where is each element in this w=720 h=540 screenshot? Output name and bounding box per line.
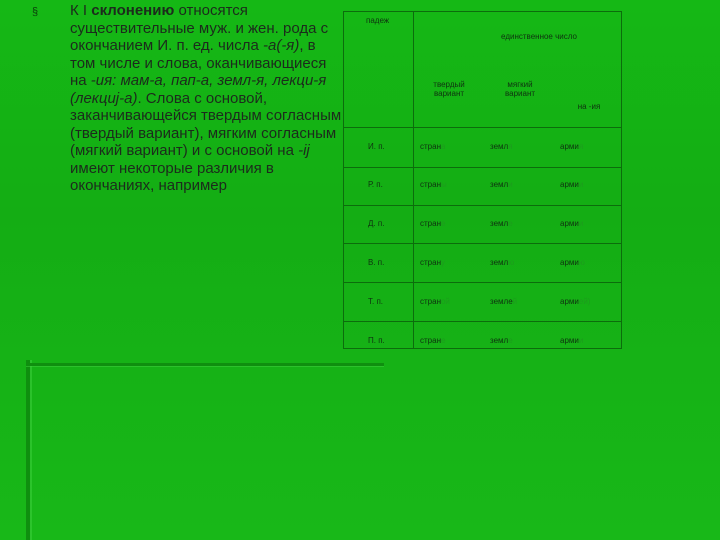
- header-iya-variant: на -ия: [577, 102, 601, 111]
- word-soft: [490, 219, 513, 228]
- word-iya: [560, 142, 583, 151]
- word-stem: земле: [490, 297, 513, 306]
- row-case-label: Р. п.: [368, 180, 383, 189]
- table-row-divider: [344, 243, 621, 244]
- word-hard: [420, 297, 450, 306]
- word-iya: [560, 297, 590, 306]
- word-stem: стран: [420, 297, 441, 306]
- word-ending: ой: [440, 297, 450, 306]
- word-soft: [490, 258, 514, 267]
- word-stem: арми: [560, 258, 579, 267]
- word-stem: земл: [490, 258, 509, 267]
- word-stem: арми: [560, 180, 579, 189]
- word-iya: [560, 219, 583, 228]
- table-col-divider: [413, 12, 414, 348]
- table-row-divider: [344, 205, 621, 206]
- para-text-9: имеют некоторые различия в окончаниях, например: [70, 159, 274, 194]
- word-ending: й: [512, 297, 518, 306]
- word-ending: ей): [578, 297, 591, 306]
- word-ending: ю: [508, 258, 515, 267]
- word-ending: а: [440, 142, 446, 151]
- word-ending: и: [578, 180, 584, 189]
- word-stem: арми: [560, 219, 579, 228]
- header-hard-variant: твердый вариант: [433, 80, 465, 98]
- word-iya: [560, 258, 585, 267]
- word-stem: земл: [490, 219, 509, 228]
- para-text-1: К I: [70, 2, 92, 19]
- word-ending: е: [440, 219, 446, 228]
- word-stem: стран: [420, 336, 441, 345]
- word-stem: стран: [420, 180, 441, 189]
- word-iya: [560, 336, 583, 345]
- word-ending: е: [508, 336, 513, 345]
- word-hard: [420, 142, 445, 151]
- word-stem: стран: [420, 219, 441, 228]
- word-stem: арми: [560, 336, 579, 345]
- para-italic-examples: -ия: мам-а, пап-а, земл-я, лекци-я (лекциj-а): [70, 72, 327, 107]
- table-row-divider: [344, 127, 621, 128]
- word-ending: е: [508, 219, 513, 228]
- word-stem: земл: [490, 336, 509, 345]
- row-case-label: Д. п.: [368, 219, 385, 228]
- para-italic-ij: -ij: [298, 142, 310, 159]
- table-row-divider: [344, 282, 621, 283]
- word-ending: я: [578, 142, 584, 151]
- word-ending: и: [578, 219, 584, 228]
- word-soft: [490, 142, 513, 151]
- row-case-label: П. п.: [368, 336, 385, 345]
- header-case: падеж: [366, 16, 390, 25]
- row-case-label: Т. п.: [368, 297, 383, 306]
- word-ending: и: [578, 336, 584, 345]
- word-hard: [420, 258, 445, 267]
- para-italic-ending: -а(-я): [262, 37, 300, 54]
- para-bold-term: склонению: [91, 2, 175, 19]
- word-stem: арми: [560, 297, 579, 306]
- word-hard: [420, 219, 445, 228]
- header-soft-variant: мягкий вариант: [504, 80, 536, 98]
- table-row-divider: [344, 321, 621, 322]
- body-paragraph: [70, 2, 342, 195]
- word-hard: [420, 336, 445, 345]
- word-stem: стран: [420, 258, 441, 267]
- word-ending: ы: [440, 180, 447, 189]
- word-iya: [560, 180, 583, 189]
- word-stem: стран: [420, 142, 441, 151]
- word-hard: [420, 180, 447, 189]
- word-soft: [490, 180, 513, 189]
- table-row-divider: [344, 167, 621, 168]
- row-case-label: В. п.: [368, 258, 385, 267]
- word-soft: [490, 297, 517, 306]
- para-text-5: , в том числе и слова, оканчивающиеся на: [70, 37, 327, 89]
- bullet-icon: §: [32, 6, 39, 18]
- word-stem: земл: [490, 180, 509, 189]
- para-text-7: . Слова с основой, заканчивающейся твердым согласным (твердый вариант), мягким согласным (мягкий вариант) и с основой на: [70, 89, 342, 159]
- decorative-horizontal-highlight: [26, 366, 384, 367]
- word-ending: ю: [578, 258, 585, 267]
- para-text-3: относятся существительные муж. и жен. рода с окончанием И. п. ед. числа: [70, 2, 329, 54]
- word-stem: арми: [560, 142, 579, 151]
- row-case-label: И. п.: [368, 142, 385, 151]
- word-ending: и: [508, 180, 513, 189]
- decorative-vertical-highlight: [30, 360, 32, 540]
- word-ending: е: [440, 336, 446, 345]
- word-ending: я: [508, 142, 513, 151]
- header-singular: единственное число: [501, 32, 577, 41]
- word-ending: у: [440, 258, 445, 267]
- declension-table: [343, 11, 622, 349]
- word-soft: [490, 336, 513, 345]
- word-stem: земл: [490, 142, 509, 151]
